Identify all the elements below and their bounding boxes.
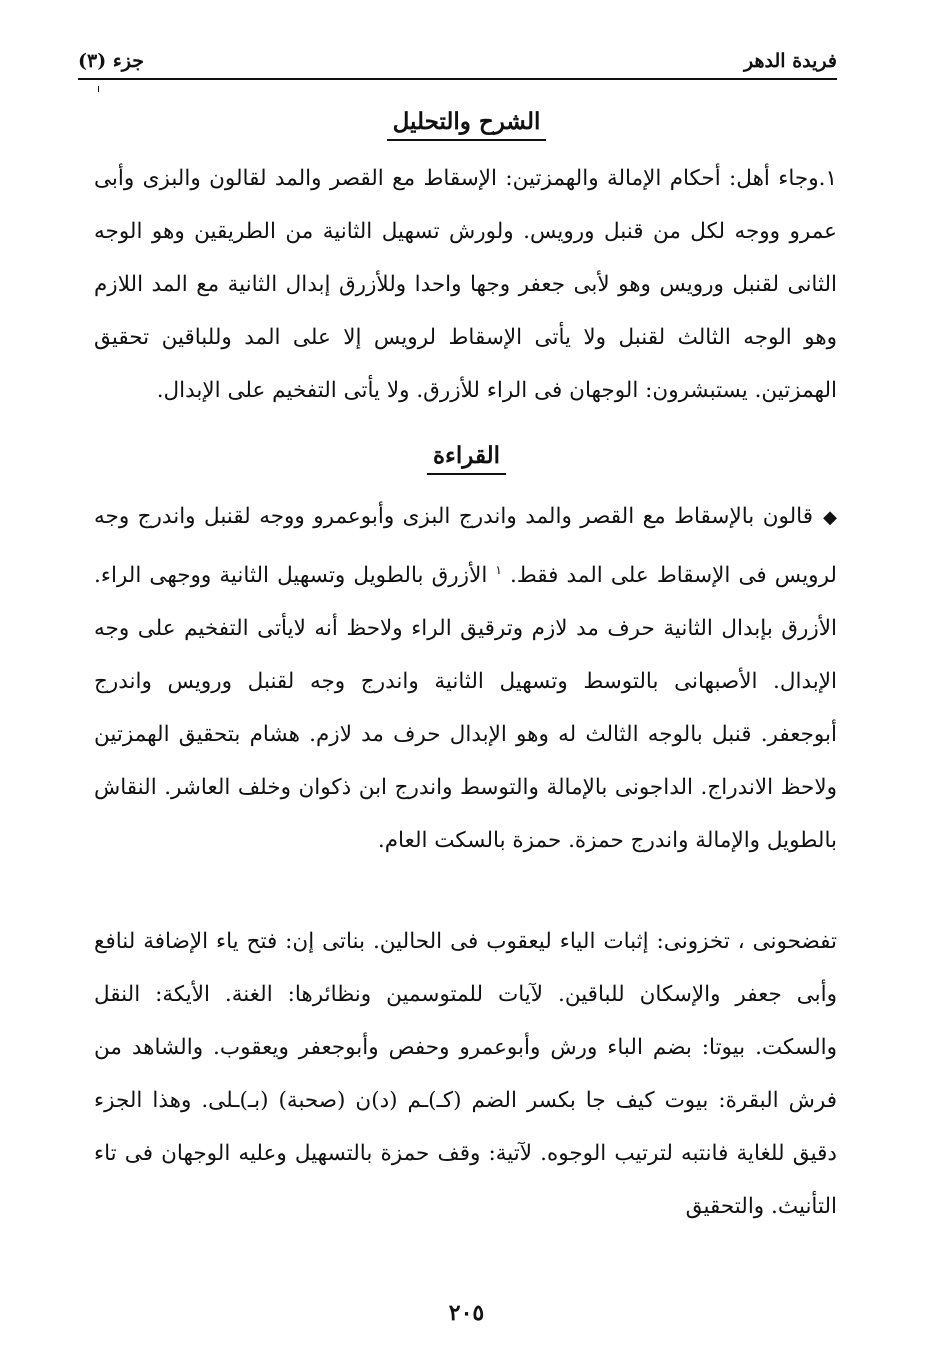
page-number: ٢٠٥ bbox=[448, 1300, 485, 1326]
explanation-paragraph-text: ١.وجاء أهل: أحكام الإمالة والهمزتين: الإسقاط مع القصر والمد لقالون والبزى وأبى عمرو ووجه لكل من قنبل ورويس. ولورش تسهيل الثانية من الطريقين وهو الوجه الثانى لقنبل ورويس وهو لأبى جعفر وجها واحدا وللأزرق إبدال الثانية مع المد اللازم وهو الوجه الثالث لقنبل ولا يأتى الإسقاط لرويس إلا على المد وللباقين تحقيق الهمزتين. يستبشرون: الوجهان فى الراء للأزرق. ولا يأتى التفخيم على الإبدال. bbox=[94, 166, 837, 403]
margin-tick bbox=[98, 86, 99, 92]
running-header bbox=[78, 32, 837, 72]
section-title-reading bbox=[0, 442, 933, 475]
header-part-number: جزء (٣) bbox=[78, 50, 144, 72]
section-title-explanation bbox=[0, 108, 933, 141]
reading-paragraph bbox=[94, 490, 837, 867]
reading-paragraph-part1: قالون بالإسقاط مع القصر والمد واندرج البزى وأبوعمرو ووجه لقنبل واندرج وجه لرويس فى الإسقاط على المد فقط. bbox=[94, 504, 837, 589]
reading-paragraph-part2: الأزرق بالطويل وتسهيل الثانية ووجهى الراء. الأزرق بإبدال الثانية حرف مد لازم وترقيق الراء ولاحظ أنه لايأتى التفخيم على وجه الإبدال. الأصبهانى بالتوسط وتسهيل الثانية واندرج وجه لقنبل ورويس واندرج أبوجعفر. قنبل بالوجه الثالث له وهو الإبدال حرف مد لازم. هشام بتحقيق الهمزتين ولاحظ الاندراج. الداجونى بالإمالة والتوسط واندرج ابن ذكوان وخلف العاشر. النقاش بالطويل والإمالة واندرج حمزة. حمزة بالسكت العام. bbox=[94, 563, 837, 854]
section-title-explanation-text: الشرح والتحليل bbox=[387, 108, 547, 141]
footnote-marker: ١ bbox=[495, 563, 502, 577]
explanation-paragraph bbox=[94, 152, 837, 417]
notes-paragraph-text: تفضحونى ، تخزونى: إثبات الياء ليعقوب فى الحالين. بناتى إن: فتح ياء الإضافة لنافع وأبى جعفر والإسكان للباقين. لآيات للمتوسمين ونظائرها: الغنة. الأيكة: النقل والسكت. بيوتا: بضم الباء ورش وأبوعمرو وحفص وأبوجعفر ويعقوب. والشاهد من فرش البقرة: بيوت كيف جا بكسر الضم (كـ)ـم (د)ن (صحبة) (بـ)ـلى. وهذا الجزء دقيق للغاية فانتبه لترتيب الوجوه. لآتية: وقف حمزة بالتسهيل وعليه الوجهان فى تاء التأنيث. والتحقيق bbox=[94, 929, 837, 1219]
diamond-bullet-icon: ◆ bbox=[823, 507, 837, 528]
notes-paragraph bbox=[94, 915, 837, 1233]
section-title-reading-text: القراءة bbox=[427, 442, 506, 475]
header-divider bbox=[78, 78, 837, 80]
header-book-title: فريدة الدهر bbox=[744, 50, 837, 72]
